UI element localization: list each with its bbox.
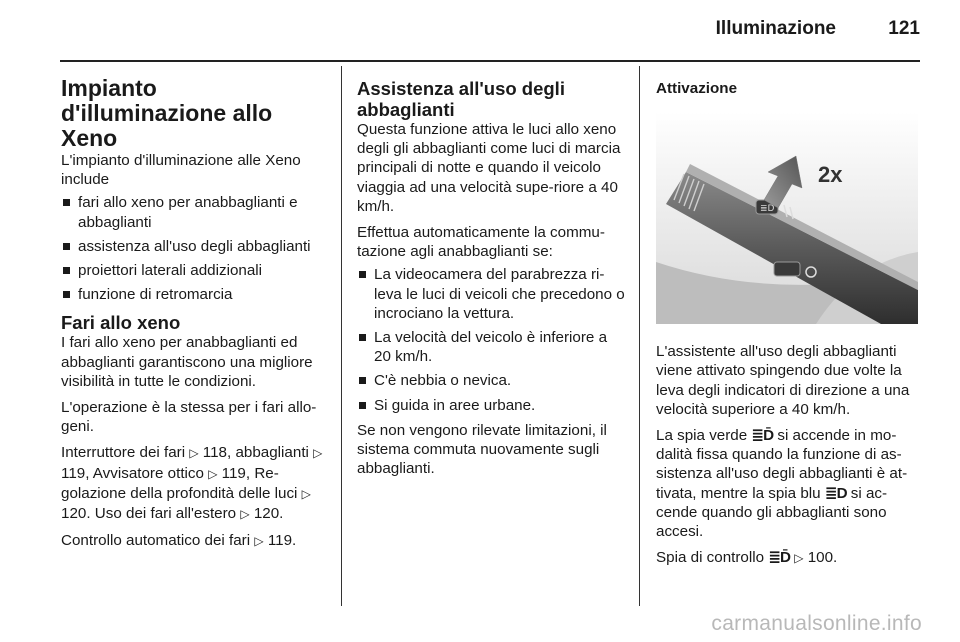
header-rule [60,60,920,62]
subsection-heading-activation: Attivazione [656,80,738,97]
column-2 [357,70,625,485]
page-reference-arrow-icon: ▷ [254,534,264,549]
list-item: fari allo xeno per anabbaglianti e abbaglianti [61,193,327,231]
section-heading-high-beam-assist: Assistenza all'uso degli abbaglianti [357,78,565,120]
running-header-title: Illuminazione [715,18,836,39]
high-beam-indicator-icon: ≣D [824,484,847,502]
cross-reference-paragraph: Interruttore dei fari ▷ 118, abbaglianti ▷ 119, Avvisatore ottico ▷ 119, Re-golazione della profondità delle luci ▷ 120. Uso dei fari all'estero ▷ 120. [61,444,323,523]
svg-text:≣D: ≣D [760,204,775,215]
page-reference-arrow-icon: ▷ [313,446,323,461]
lever-figure-svg [656,112,918,324]
column-divider-2 [639,66,640,606]
auto-high-beam-indicator-icon: ≣D̄ [768,549,791,567]
list-item: assistenza all'uso degli abbaglianti [61,237,327,256]
section-heading-xeno: Impianto d'illuminazione allo Xeno [61,75,273,151]
auto-high-beam-indicator-icon: ≣D̄ [751,427,774,445]
cross-reference-paragraph: Spia di controllo ≣D̄ ▷ 100. [656,549,838,567]
intro-text: L'impianto d'illuminazione alle Xeno include [61,152,301,189]
subsection-heading: Fari allo xeno [61,312,181,334]
indicator-paragraph: La spia verde ≣D̄ si accende in mo-dalità fissa quando la funzione di as-sistenza all'uso degli abbaglianti è at-tivata, mentre la spia blu ≣D si ac-cende quando gli abbaglianti sono accesi. [656,427,908,541]
paragraph: L'operazione è la stessa per i fari allo-geni. [61,399,317,436]
page-reference-arrow-icon: ▷ [794,551,804,566]
paragraph: I fari allo xeno per anabbaglianti ed abbaglianti garantiscono una migliore visibilità in tutte le condizioni. [61,334,313,390]
column-divider-1 [341,66,342,606]
feature-list [61,193,327,304]
paragraph: Questa funzione attiva le luci allo xeno degli gli abbaglianti come luci di marcia principali di notte e quando il veicolo viaggia ad una velocità supe-riore a 40 km/h. [357,121,621,215]
list-item: funzione di retromarcia [61,285,327,304]
list-item: Si guida in aree urbane. [357,396,625,415]
list-item: La velocità del veicolo è inferiore a 20 km/h. [357,328,625,366]
page-reference-arrow-icon: ▷ [189,446,199,461]
cross-reference-paragraph: Controllo automatico dei fari ▷ 119. [61,532,297,550]
turn-signal-lever-illustration [656,112,918,324]
column-1 [61,70,327,558]
column-3 [656,70,922,575]
page-number: 121 [888,18,920,39]
paragraph: Effettua automaticamente la commu-tazione agli anabbaglianti se: [357,224,605,261]
page-reference-arrow-icon: ▷ [301,486,311,501]
figure-label-2x: 2x [818,162,843,188]
conditions-list [357,265,625,414]
list-item: proiettori laterali addizionali [61,261,327,280]
page-reference-arrow-icon: ▷ [208,466,218,481]
paragraph: L'assistente all'uso degli abbaglianti viene attivato spingendo due volte la leva degli indicatori di direzione a una velocità superiore a 40 km/h. [656,343,910,418]
watermark: carmanualsonline.info [711,612,922,635]
list-item: La videocamera del parabrezza ri-leva le luci di veicoli che precedono o incrociano la vettura. [357,265,625,323]
list-item: C'è nebbia o nevica. [357,371,625,390]
page-reference-arrow-icon: ▷ [240,507,250,522]
paragraph: Se non vengono rilevate limitazioni, il sistema commuta nuovamente sugli abbaglianti. [357,421,607,478]
